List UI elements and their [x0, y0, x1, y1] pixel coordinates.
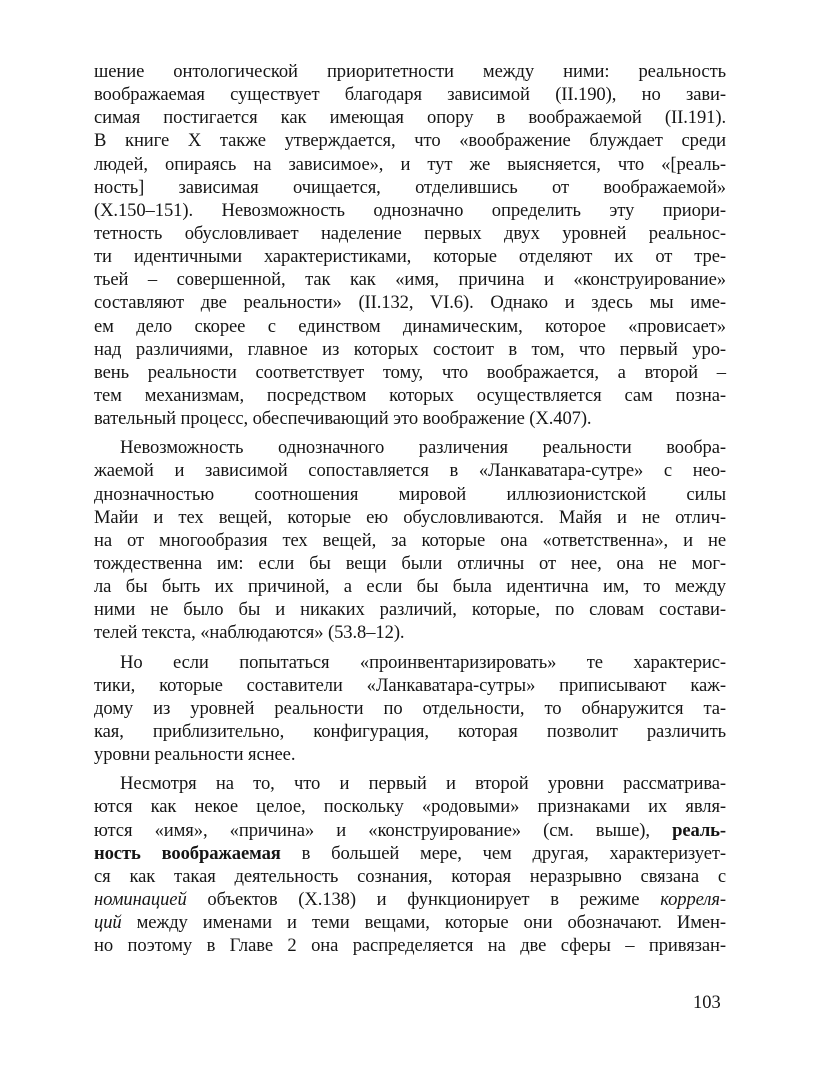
- text-line: [94, 795, 726, 818]
- text-run: В книге X также утверждается, что «воображение блуждает среди: [94, 130, 726, 152]
- text-run: ними не было бы и никаких различий, которые, по словам состави-: [94, 599, 726, 621]
- text-line: [94, 153, 726, 176]
- text-line: [94, 60, 726, 83]
- body-text: [94, 60, 726, 957]
- text-run: на от многообразия тех вещей, за которые она «ответственна», и не: [94, 529, 726, 551]
- italic-term: номинацией: [94, 888, 187, 910]
- text-run: между именами и теми вещами, которые они обозначают. Имен-: [121, 912, 726, 934]
- text-run: телей текста, «наблюдаются» (53.8–12).: [94, 622, 405, 644]
- text-run: ем дело скорее с единством динамическим, которое «провисает»: [94, 315, 726, 337]
- text-line: [94, 720, 726, 743]
- text-line: [94, 315, 726, 338]
- text-line: [94, 106, 726, 129]
- text-line: [94, 552, 726, 575]
- text-run: дому из уровней реальности по отдельности, то обнаружится та-: [94, 697, 726, 719]
- text-run: Но если попытаться «проинвентаризировать» те характерис-: [120, 651, 726, 673]
- text-line: [94, 222, 726, 245]
- text-line: [94, 199, 726, 222]
- text-run: ти идентичными характеристиками, которые отделяют их от тре-: [94, 246, 726, 268]
- text-run: тождественна им: если бы вещи были отличны от нее, она не мог-: [94, 552, 726, 574]
- text-run: воображаемая существует благодаря зависимой (II.190), но зави-: [94, 84, 726, 106]
- text-run: над различиями, главное из которых состоит в том, что первый уро-: [94, 338, 726, 360]
- text-line: [94, 819, 726, 842]
- text-line: [94, 506, 726, 529]
- text-run: (X.150–151). Невозможность однозначно определить эту приори-: [94, 199, 726, 221]
- text-line: [94, 911, 726, 934]
- text-line: [94, 621, 726, 644]
- text-run: тьей – совершенной, так как «имя, причина и «конструирование»: [94, 269, 726, 291]
- text-line: [94, 268, 726, 291]
- document-page: [94, 60, 726, 957]
- paragraph: [94, 651, 726, 767]
- text-run: тетность обусловливает наделение первых двух уровней реальнос-: [94, 222, 726, 244]
- text-line: [94, 743, 726, 766]
- text-line: [94, 865, 726, 888]
- text-run: кая, приблизительно, конфигурация, которая позволит различить: [94, 720, 726, 742]
- text-line: [94, 245, 726, 268]
- bold-term: реаль-: [672, 819, 726, 841]
- text-run: ность] зависимая очищается, отделившись от воображаемой»: [94, 176, 726, 198]
- italic-term: ций: [94, 912, 122, 934]
- text-run: Невозможность однозначного различения реальности вообра-: [120, 437, 726, 459]
- text-line: [94, 934, 726, 957]
- page-number: 103: [693, 993, 721, 1013]
- text-line: [94, 176, 726, 199]
- text-line: [94, 291, 726, 314]
- text-run: ются «имя», «причина» и «конструирование» (см. выше),: [94, 819, 673, 841]
- text-run: ся как такая деятельность сознания, которая неразрывно связана с: [94, 865, 726, 887]
- text-run: но поэтому в Главе 2 она распределяется на две сферы – привязан-: [94, 935, 726, 957]
- text-run: днозначностью соотношения мировой иллюзионистской силы: [94, 483, 726, 505]
- text-line: [94, 651, 726, 674]
- text-run: тем механизмам, посредством которых осуществляется сам позна-: [94, 384, 726, 406]
- text-run: уровни реальности яснее.: [94, 744, 296, 766]
- text-line: [94, 361, 726, 384]
- text-line: [94, 772, 726, 795]
- text-line: [94, 459, 726, 482]
- text-run: ла бы быть их причиной, а если бы была идентична им, то между: [94, 576, 726, 598]
- text-line: [94, 83, 726, 106]
- text-line: [94, 407, 726, 430]
- paragraph: [94, 60, 726, 430]
- text-run: тики, которые составители «Ланкаватара-сутры» приписывают каж-: [94, 674, 726, 696]
- text-run: вательный процесс, обеспечивающий это воображение (X.407).: [94, 408, 592, 430]
- paragraph: [94, 772, 726, 957]
- bold-term: ность воображаемая: [94, 842, 281, 864]
- text-line: [94, 697, 726, 720]
- text-run: Несмотря на то, что и первый и второй уровни рассматрива-: [120, 773, 726, 795]
- text-line: [94, 575, 726, 598]
- text-run: ются как некое целое, поскольку «родовыми» признаками их явля-: [94, 796, 726, 818]
- text-run: людей, опираясь на зависимое», и тут же выясняется, что «[реаль-: [94, 153, 726, 175]
- text-line: [94, 129, 726, 152]
- text-run: вень реальности соответствует тому, что воображается, а второй –: [94, 361, 726, 383]
- text-line: [94, 483, 726, 506]
- text-run: симая постигается как имеющая опору в воображаемой (II.191).: [94, 107, 726, 129]
- text-line: [94, 598, 726, 621]
- text-line: [94, 888, 726, 911]
- text-line: [94, 674, 726, 697]
- paragraph: [94, 436, 726, 644]
- text-line: [94, 338, 726, 361]
- text-run: объектов (X.138) и функционирует в режиме: [186, 888, 661, 910]
- text-line: [94, 529, 726, 552]
- text-line: [94, 842, 726, 865]
- text-line: [94, 384, 726, 407]
- text-run: жаемой и зависимой сопоставляется в «Ланкаватара-сутре» с нео-: [94, 460, 726, 482]
- text-run: составляют две реальности» (II.132, VI.6). Однако и здесь мы име-: [94, 292, 726, 314]
- text-run: в большей мере, чем другая, характеризует-: [280, 842, 727, 864]
- text-line: [94, 436, 726, 459]
- text-run: шение онтологической приоритетности между ними: реальность: [94, 61, 726, 82]
- text-run: Майи и тех вещей, которые ею обусловливаются. Майя и не отлич-: [94, 506, 726, 528]
- italic-term: корреля-: [660, 888, 726, 910]
